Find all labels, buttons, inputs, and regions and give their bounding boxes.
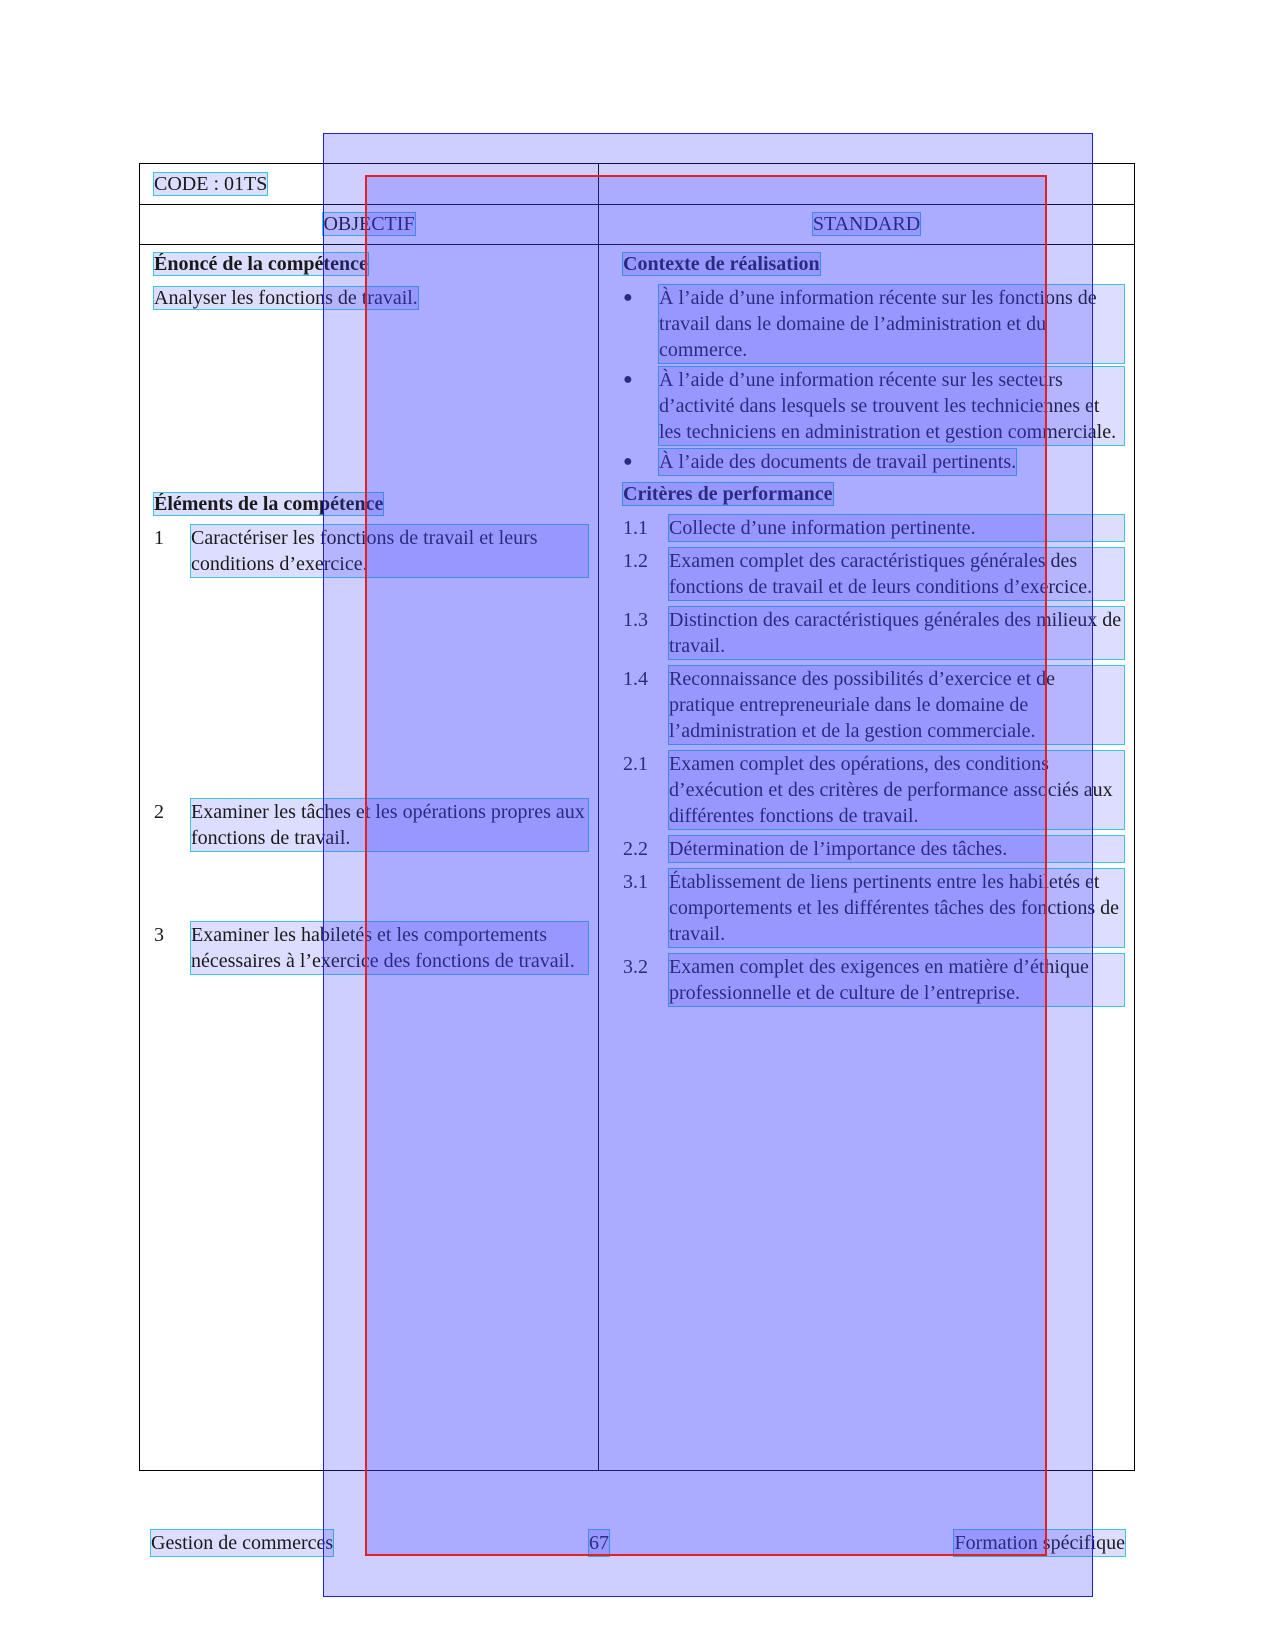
critere-item: 3.1 Établissement de liens pertinents entre les habiletés et comportements et les différentes tâches des fonctions de travail. — [623, 869, 1124, 947]
code-label: CODE : 01TS — [154, 172, 268, 195]
footer-program: Gestion de commerces — [151, 1532, 334, 1554]
bullet-icon: ● — [623, 371, 633, 388]
criteres-title: Critères de performance — [623, 483, 833, 505]
objectif-header: OBJECTIF — [323, 213, 415, 235]
critere-item: 1.1 Collecte d’une information pertinente. — [623, 515, 1124, 541]
element-item-3: 3 Examiner les habiletés et les comportements nécessaires à l’exercice des fonctions de travail. — [154, 922, 588, 974]
page-number: 67 — [589, 1532, 609, 1554]
enonce-text: Analyser les fonctions de travail. — [154, 287, 418, 309]
bullet-icon: ● — [623, 289, 633, 306]
footer-section: Formation spécifique — [954, 1532, 1125, 1554]
standard-header: STANDARD — [812, 213, 921, 235]
critere-item: 2.1 Examen complet des opérations, des conditions d’exécution et des critères de performance associés aux différentes fonctions de travail. — [623, 751, 1124, 829]
contexte-title: Contexte de réalisation — [623, 253, 820, 275]
contexte-item-1: ● À l’aide d’une information récente sur les fonctions de travail dans le domaine de l’administration et du commerce. — [623, 285, 1124, 363]
layout-overlay-inner — [365, 175, 1047, 1556]
critere-item: 1.2 Examen complet des caractéristiques générales des fonctions de travail et de leurs conditions d’exercice. — [623, 548, 1124, 600]
contexte-item-2: ● À l’aide d’une information récente sur les secteurs d’activité dans lesquels se trouvent les techniciennes et les techniciens en administration et gestion commerciale. — [623, 367, 1124, 445]
critere-item: 1.3 Distinction des caractéristiques générales des milieux de travail. — [623, 607, 1124, 659]
critere-item: 2.2 Détermination de l’importance des tâches. — [623, 836, 1124, 862]
element-item-2: 2 Examiner les tâches et les opérations propres aux fonctions de travail. — [154, 799, 588, 851]
critere-item: 1.4 Reconnaissance des possibilités d’exercice et de pratique entrepreneuriale dans le domaine de l’administration et de la gestion commerciale. — [623, 666, 1124, 744]
critere-item: 3.2 Examen complet des exigences en matière d’éthique professionnelle et de culture de l’entreprise. — [623, 954, 1124, 1006]
enonce-title: Énoncé de la compétence — [154, 253, 368, 275]
elements-title: Éléments de la compétence — [154, 493, 384, 515]
element-item-1: 1 Caractériser les fonctions de travail et leurs conditions d’exercice. — [154, 525, 588, 577]
bullet-icon: ● — [623, 453, 633, 470]
contexte-item-3: ● À l’aide des documents de travail pertinents. — [623, 451, 1017, 473]
